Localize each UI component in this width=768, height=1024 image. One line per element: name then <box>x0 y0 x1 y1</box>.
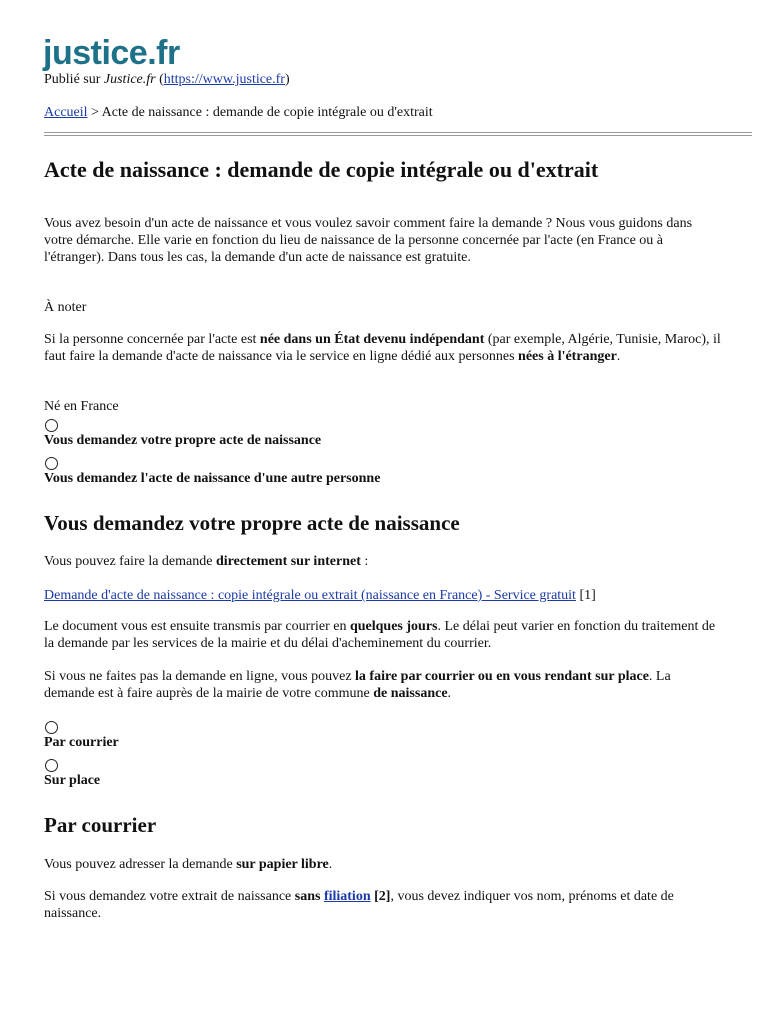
plain-paper-text: Vous pouvez adresser la demande <box>44 857 237 872</box>
delivery-paragraph <box>44 618 724 652</box>
offline-bold-2: de naissance <box>373 686 448 701</box>
radio-by-mail[interactable] <box>45 721 58 734</box>
note-text-1: Si la personne concernée par l'acte est <box>44 332 260 347</box>
note-bold-2: nées à l'étranger <box>518 349 617 364</box>
note-text-3: . <box>616 349 621 364</box>
page-title: Acte de naissance : demande de copie intégrale ou d'extrait <box>44 157 599 182</box>
radio-own-certificate[interactable] <box>45 419 58 432</box>
filiation-bold: sans <box>294 889 321 904</box>
filiation-text-1: Si vous demandez votre extrait de naissance <box>44 889 295 904</box>
delivery-text-2: . Le délai peut varier en fonction du traitement de la demande par les services de la mairie et du délai d'acheminement du courrier. <box>44 619 716 651</box>
filiation-link[interactable]: filiation <box>323 889 371 904</box>
published-on-line <box>44 71 290 88</box>
published-site: Justice.fr <box>103 72 156 87</box>
filiation-text-2: , vous devez indiquer vos nom, prénoms et date de naissance. <box>44 889 674 921</box>
extract-without-filiation-paragraph <box>44 888 724 922</box>
filiation-ref: [2] <box>370 889 391 904</box>
delivery-bold: quelques jours <box>349 619 438 634</box>
birth-certificate-service-link[interactable]: Demande d'acte de naissance : copie intégrale ou extrait (naissance en France) - Service gratuit <box>44 588 576 603</box>
option-other-person-certificate[interactable] <box>44 457 724 487</box>
published-prefix: Publié sur <box>44 72 104 87</box>
service-link-paragraph <box>44 587 724 604</box>
plain-paper-end: . <box>328 857 333 872</box>
note-paragraph <box>44 331 724 365</box>
published-open-paren: ( <box>155 72 164 87</box>
option-own-certificate-label[interactable]: Vous demandez votre propre acte de naissance <box>44 433 322 448</box>
option-own-certificate[interactable] <box>44 419 724 449</box>
offline-text-3: . <box>447 686 452 701</box>
site-url-link[interactable]: https://www.justice.fr <box>163 72 285 87</box>
option-by-mail[interactable] <box>44 721 724 751</box>
online-request-end: : <box>360 554 369 569</box>
radio-on-site[interactable] <box>45 759 58 772</box>
breadcrumb-current: Acte de naissance : demande de copie intégrale ou d'extrait <box>101 105 433 120</box>
offline-text-2: . La demande est à faire auprès de la mairie de votre commune <box>44 669 671 701</box>
breadcrumb <box>44 104 433 121</box>
breadcrumb-separator: > <box>87 105 102 120</box>
option-other-person-certificate-label[interactable]: Vous demandez l'acte de naissance d'une autre personne <box>44 471 381 486</box>
option-by-mail-label[interactable]: Par courrier <box>44 735 119 750</box>
online-request-paragraph <box>44 553 724 570</box>
delivery-text-1: Le document vous est ensuite transmis par courrier en <box>44 619 350 634</box>
online-request-text: Vous pouvez faire la demande <box>44 554 216 569</box>
breadcrumb-home-link[interactable]: Accueil <box>44 105 88 120</box>
offline-text-1: Si vous ne faites pas la demande en ligne, vous pouvez <box>44 669 356 684</box>
online-request-bold: directement sur internet <box>215 554 361 569</box>
plain-paper-bold: sur papier libre <box>236 857 329 872</box>
own-section-heading: Vous demandez votre propre acte de naissance <box>44 511 460 535</box>
note-text-2: (par exemple, Algérie, Tunisie, Maroc), il faut faire la demande d'acte de naissance via le service en ligne dédié aux personnes <box>44 332 721 364</box>
service-ref: [1] <box>575 588 596 603</box>
note-label: À noter <box>44 300 87 315</box>
header-divider <box>44 132 752 136</box>
note-bold-1: née dans un État devenu indépendant <box>259 332 485 347</box>
intro-paragraph: Vous avez besoin d'un acte de naissance et vous voulez savoir comment faire la demande ? Nous vous guidons dans votre démarche. Elle varie en fonction du lieu de naissance de la personne concernée par l'acte (en France ou à l'étranger). Dans tous les cas, la demande d'un acte de naissance est gratuite. <box>44 216 693 265</box>
site-logo[interactable]: justice.fr <box>43 34 180 72</box>
option-on-site[interactable] <box>44 759 724 789</box>
offline-request-paragraph <box>44 668 724 702</box>
born-in-france-label: Né en France <box>44 399 119 414</box>
mail-section-heading: Par courrier <box>44 813 157 837</box>
option-on-site-label[interactable]: Sur place <box>44 773 101 788</box>
radio-other-person-certificate[interactable] <box>45 457 58 470</box>
published-close-paren: ) <box>284 72 290 87</box>
plain-paper-paragraph <box>44 856 724 873</box>
offline-bold-1: la faire par courrier ou en vous rendant sur place <box>355 669 649 684</box>
